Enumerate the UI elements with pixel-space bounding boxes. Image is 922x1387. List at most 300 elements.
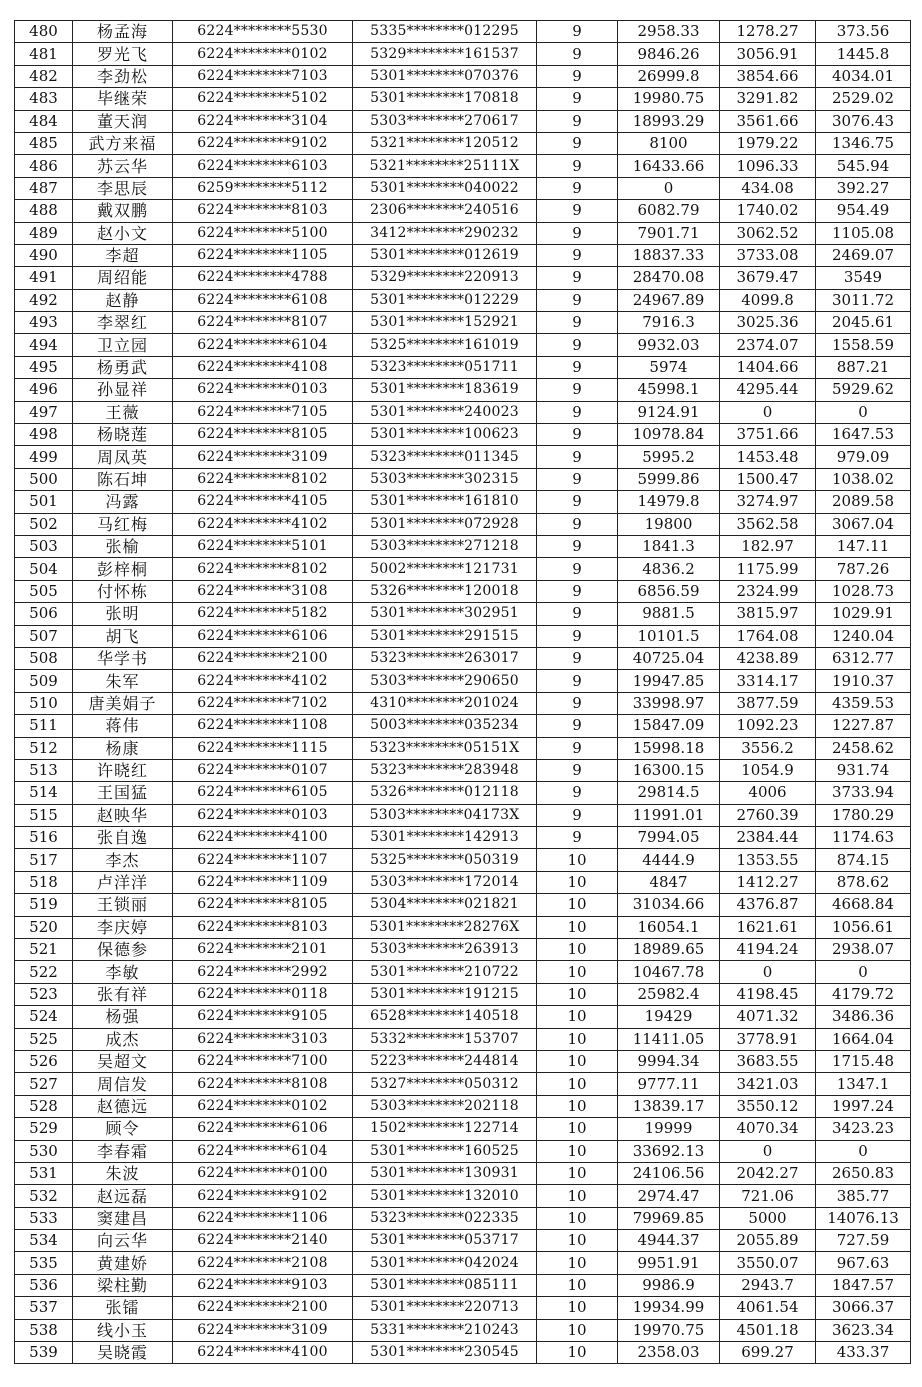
card-number-cell: 6224********8103 xyxy=(173,200,353,222)
id-number-cell: 5301********170818 xyxy=(353,88,537,110)
row-number-cell: 513 xyxy=(15,759,73,781)
amount-cell: 5999.86 xyxy=(618,468,720,490)
card-number-cell: 6224********8103 xyxy=(173,916,353,938)
count-cell: 9 xyxy=(537,558,618,580)
amount-cell: 2938.07 xyxy=(816,939,911,961)
name-cell: 马红梅 xyxy=(73,513,173,535)
row-number-cell: 529 xyxy=(15,1118,73,1140)
amount-cell: 4668.84 xyxy=(816,894,911,916)
amount-cell: 18993.29 xyxy=(618,110,720,132)
table-row xyxy=(15,513,911,535)
row-number-cell: 488 xyxy=(15,200,73,222)
amount-cell: 19800 xyxy=(618,513,720,535)
card-number-cell: 6224********4102 xyxy=(173,513,353,535)
table-row xyxy=(15,1230,911,1252)
amount-cell: 4295.44 xyxy=(720,379,816,401)
table-row xyxy=(15,21,911,43)
amount-cell: 1174.63 xyxy=(816,827,911,849)
amount-cell: 2055.89 xyxy=(720,1230,816,1252)
id-number-cell: 5301********291515 xyxy=(353,625,537,647)
amount-cell: 1278.27 xyxy=(720,21,816,43)
count-cell: 10 xyxy=(537,939,618,961)
amount-cell: 3751.66 xyxy=(720,424,816,446)
card-number-cell: 6224********7102 xyxy=(173,692,353,714)
amount-cell: 3421.03 xyxy=(720,1073,816,1095)
amount-cell: 967.63 xyxy=(816,1252,911,1274)
card-number-cell: 6224********3108 xyxy=(173,580,353,602)
count-cell: 9 xyxy=(537,625,618,647)
id-number-cell: 5003********035234 xyxy=(353,715,537,737)
row-number-cell: 538 xyxy=(15,1319,73,1341)
id-number-cell: 5326********120018 xyxy=(353,580,537,602)
amount-cell: 1096.33 xyxy=(720,155,816,177)
row-number-cell: 527 xyxy=(15,1073,73,1095)
table-row xyxy=(15,1252,911,1274)
amount-cell: 10467.78 xyxy=(618,961,720,983)
amount-cell: 18837.33 xyxy=(618,244,720,266)
amount-cell: 19934.99 xyxy=(618,1297,720,1319)
count-cell: 9 xyxy=(537,647,618,669)
amount-cell: 954.49 xyxy=(816,200,911,222)
amount-cell: 4099.8 xyxy=(720,289,816,311)
row-number-cell: 494 xyxy=(15,334,73,356)
count-cell: 10 xyxy=(537,1274,618,1296)
amount-cell: 7901.71 xyxy=(618,222,720,244)
name-cell: 杨勇武 xyxy=(73,356,173,378)
id-number-cell: 5301********152921 xyxy=(353,312,537,334)
id-number-cell: 5303********302315 xyxy=(353,468,537,490)
count-cell: 9 xyxy=(537,244,618,266)
amount-cell: 1038.02 xyxy=(816,468,911,490)
amount-cell: 3423.23 xyxy=(816,1118,911,1140)
amount-cell: 79969.85 xyxy=(618,1207,720,1229)
amount-cell: 3076.43 xyxy=(816,110,911,132)
count-cell: 9 xyxy=(537,424,618,446)
id-number-cell: 5301********210722 xyxy=(353,961,537,983)
table-row xyxy=(15,692,911,714)
row-number-cell: 516 xyxy=(15,827,73,849)
row-number-cell: 507 xyxy=(15,625,73,647)
row-number-cell: 509 xyxy=(15,670,73,692)
count-cell: 9 xyxy=(537,200,618,222)
count-cell: 10 xyxy=(537,1073,618,1095)
amount-cell: 3486.36 xyxy=(816,1006,911,1028)
id-number-cell: 5303********263913 xyxy=(353,939,537,961)
row-number-cell: 522 xyxy=(15,961,73,983)
card-number-cell: 6224********2100 xyxy=(173,647,353,669)
row-number-cell: 503 xyxy=(15,535,73,557)
amount-cell: 4444.9 xyxy=(618,849,720,871)
count-cell: 10 xyxy=(537,1095,618,1117)
count-cell: 10 xyxy=(537,1118,618,1140)
count-cell: 10 xyxy=(537,1162,618,1184)
count-cell: 9 xyxy=(537,88,618,110)
amount-cell: 1621.61 xyxy=(720,916,816,938)
card-number-cell: 6224********3104 xyxy=(173,110,353,132)
row-number-cell: 496 xyxy=(15,379,73,401)
amount-cell: 3056.91 xyxy=(720,43,816,65)
id-number-cell: 5332********153707 xyxy=(353,1028,537,1050)
card-number-cell: 6224********4102 xyxy=(173,670,353,692)
amount-cell: 787.26 xyxy=(816,558,911,580)
table-row xyxy=(15,759,911,781)
table-row xyxy=(15,1028,911,1050)
amount-cell: 1664.04 xyxy=(816,1028,911,1050)
id-number-cell: 5301********012229 xyxy=(353,289,537,311)
row-number-cell: 498 xyxy=(15,424,73,446)
amount-cell: 2042.27 xyxy=(720,1162,816,1184)
name-cell: 王薇 xyxy=(73,401,173,423)
id-number-cell: 5301********160525 xyxy=(353,1140,537,1162)
name-cell: 付怀栋 xyxy=(73,580,173,602)
row-number-cell: 526 xyxy=(15,1050,73,1072)
amount-cell: 5974 xyxy=(618,356,720,378)
table-row xyxy=(15,1006,911,1028)
amount-cell: 1346.75 xyxy=(816,132,911,154)
amount-cell: 29814.5 xyxy=(618,782,720,804)
name-cell: 李敏 xyxy=(73,961,173,983)
amount-cell: 0 xyxy=(816,961,911,983)
table-row xyxy=(15,1162,911,1184)
card-number-cell: 6224********6104 xyxy=(173,1140,353,1162)
table-row xyxy=(15,804,911,826)
row-number-cell: 518 xyxy=(15,871,73,893)
amount-cell: 3778.91 xyxy=(720,1028,816,1050)
card-number-cell: 6224********3109 xyxy=(173,1319,353,1341)
id-number-cell: 5301********240023 xyxy=(353,401,537,423)
amount-cell: 385.77 xyxy=(816,1185,911,1207)
count-cell: 10 xyxy=(537,1319,618,1341)
count-cell: 10 xyxy=(537,1342,618,1364)
table-row xyxy=(15,647,911,669)
amount-cell: 24106.56 xyxy=(618,1162,720,1184)
card-number-cell: 6224********1106 xyxy=(173,1207,353,1229)
amount-cell: 3025.36 xyxy=(720,312,816,334)
id-number-cell: 5301********070376 xyxy=(353,65,537,87)
row-number-cell: 504 xyxy=(15,558,73,580)
amount-cell: 1647.53 xyxy=(816,424,911,446)
name-cell: 蒋伟 xyxy=(73,715,173,737)
amount-cell: 545.94 xyxy=(816,155,911,177)
name-cell: 李劲松 xyxy=(73,65,173,87)
row-number-cell: 539 xyxy=(15,1342,73,1364)
name-cell: 张榆 xyxy=(73,535,173,557)
amount-cell: 10101.5 xyxy=(618,625,720,647)
amount-cell: 0 xyxy=(720,1140,816,1162)
row-number-cell: 502 xyxy=(15,513,73,535)
id-number-cell: 5301********130931 xyxy=(353,1162,537,1184)
row-number-cell: 500 xyxy=(15,468,73,490)
count-cell: 10 xyxy=(537,1230,618,1252)
name-cell: 冯露 xyxy=(73,491,173,513)
card-number-cell: 6224********2101 xyxy=(173,939,353,961)
table-row xyxy=(15,177,911,199)
card-number-cell: 6224********8108 xyxy=(173,1073,353,1095)
table-row xyxy=(15,132,911,154)
count-cell: 9 xyxy=(537,334,618,356)
table-row xyxy=(15,401,911,423)
amount-cell: 4070.34 xyxy=(720,1118,816,1140)
card-number-cell: 6224********1107 xyxy=(173,849,353,871)
card-number-cell: 6224********7105 xyxy=(173,401,353,423)
amount-cell: 1780.29 xyxy=(816,804,911,826)
amount-cell: 1558.59 xyxy=(816,334,911,356)
amount-cell: 727.59 xyxy=(816,1230,911,1252)
table-row xyxy=(15,580,911,602)
card-number-cell: 6224********6108 xyxy=(173,289,353,311)
amount-cell: 1105.08 xyxy=(816,222,911,244)
card-number-cell: 6224********3109 xyxy=(173,446,353,468)
card-number-cell: 6224********0118 xyxy=(173,983,353,1005)
amount-cell: 1847.57 xyxy=(816,1274,911,1296)
row-number-cell: 480 xyxy=(15,21,73,43)
amount-cell: 4238.89 xyxy=(720,647,816,669)
id-number-cell: 5301********183619 xyxy=(353,379,537,401)
row-number-cell: 482 xyxy=(15,65,73,87)
name-cell: 周信发 xyxy=(73,1073,173,1095)
amount-cell: 4836.2 xyxy=(618,558,720,580)
table-row xyxy=(15,939,911,961)
count-cell: 10 xyxy=(537,1297,618,1319)
table-row xyxy=(15,424,911,446)
count-cell: 9 xyxy=(537,401,618,423)
amount-cell: 1054.9 xyxy=(720,759,816,781)
id-number-cell: 5301********28276X xyxy=(353,916,537,938)
count-cell: 10 xyxy=(537,849,618,871)
amount-cell: 147.11 xyxy=(816,535,911,557)
amount-cell: 1028.73 xyxy=(816,580,911,602)
table-row xyxy=(15,782,911,804)
amount-cell: 18989.65 xyxy=(618,939,720,961)
amount-cell: 3067.04 xyxy=(816,513,911,535)
table-row xyxy=(15,603,911,625)
row-number-cell: 486 xyxy=(15,155,73,177)
amount-cell: 1453.48 xyxy=(720,446,816,468)
count-cell: 10 xyxy=(537,983,618,1005)
name-cell: 陈石坤 xyxy=(73,468,173,490)
card-number-cell: 6224********6104 xyxy=(173,334,353,356)
amount-cell: 0 xyxy=(816,1140,911,1162)
amount-cell: 1092.23 xyxy=(720,715,816,737)
amount-cell: 2358.03 xyxy=(618,1342,720,1364)
amount-cell: 19947.85 xyxy=(618,670,720,692)
row-number-cell: 514 xyxy=(15,782,73,804)
amount-cell: 5929.62 xyxy=(816,379,911,401)
name-cell: 黄建娇 xyxy=(73,1252,173,1274)
row-number-cell: 489 xyxy=(15,222,73,244)
count-cell: 9 xyxy=(537,356,618,378)
name-cell: 成杰 xyxy=(73,1028,173,1050)
amount-cell: 721.06 xyxy=(720,1185,816,1207)
table-row xyxy=(15,379,911,401)
table-row xyxy=(15,670,911,692)
table-row xyxy=(15,88,911,110)
row-number-cell: 512 xyxy=(15,737,73,759)
amount-cell: 6312.77 xyxy=(816,647,911,669)
amount-cell: 6856.59 xyxy=(618,580,720,602)
row-number-cell: 499 xyxy=(15,446,73,468)
amount-cell: 3550.07 xyxy=(720,1252,816,1274)
name-cell: 张镭 xyxy=(73,1297,173,1319)
name-cell: 许晓红 xyxy=(73,759,173,781)
row-number-cell: 481 xyxy=(15,43,73,65)
amount-cell: 24967.89 xyxy=(618,289,720,311)
card-number-cell: 6224********2100 xyxy=(173,1297,353,1319)
amount-cell: 6082.79 xyxy=(618,200,720,222)
amount-cell: 3549 xyxy=(816,267,911,289)
card-number-cell: 6224********0100 xyxy=(173,1162,353,1184)
name-cell: 苏云华 xyxy=(73,155,173,177)
id-number-cell: 5301********191215 xyxy=(353,983,537,1005)
amount-cell: 14979.8 xyxy=(618,491,720,513)
count-cell: 9 xyxy=(537,289,618,311)
card-number-cell: 6224********0102 xyxy=(173,1095,353,1117)
amount-cell: 1175.99 xyxy=(720,558,816,580)
card-number-cell: 6224********8105 xyxy=(173,894,353,916)
name-cell: 赵映华 xyxy=(73,804,173,826)
count-cell: 9 xyxy=(537,21,618,43)
table-body xyxy=(15,21,911,1364)
amount-cell: 878.62 xyxy=(816,871,911,893)
amount-cell: 3550.12 xyxy=(720,1095,816,1117)
id-number-cell: 5301********012619 xyxy=(353,244,537,266)
table-row xyxy=(15,1095,911,1117)
table-row xyxy=(15,894,911,916)
card-number-cell: 6224********4108 xyxy=(173,356,353,378)
id-number-cell: 5223********244814 xyxy=(353,1050,537,1072)
amount-cell: 3854.66 xyxy=(720,65,816,87)
amount-cell: 10978.84 xyxy=(618,424,720,446)
amount-cell: 433.37 xyxy=(816,1342,911,1364)
card-number-cell: 6224********6103 xyxy=(173,155,353,177)
id-number-cell: 5301********042024 xyxy=(353,1252,537,1274)
name-cell: 赵静 xyxy=(73,289,173,311)
amount-cell: 2384.44 xyxy=(720,827,816,849)
amount-cell: 4198.45 xyxy=(720,983,816,1005)
row-number-cell: 534 xyxy=(15,1230,73,1252)
card-number-cell: 6224********2992 xyxy=(173,961,353,983)
table-row xyxy=(15,267,911,289)
amount-cell: 0 xyxy=(816,401,911,423)
amount-cell: 9881.5 xyxy=(618,603,720,625)
count-cell: 9 xyxy=(537,267,618,289)
id-number-cell: 5331********210243 xyxy=(353,1319,537,1341)
amount-cell: 3733.94 xyxy=(816,782,911,804)
row-number-cell: 517 xyxy=(15,849,73,871)
amount-cell: 15847.09 xyxy=(618,715,720,737)
id-number-cell: 5301********230545 xyxy=(353,1342,537,1364)
id-number-cell: 6528********140518 xyxy=(353,1006,537,1028)
name-cell: 李庆婷 xyxy=(73,916,173,938)
amount-cell: 0 xyxy=(618,177,720,199)
amount-cell: 15998.18 xyxy=(618,737,720,759)
card-number-cell: 6224********1115 xyxy=(173,737,353,759)
card-number-cell: 6224********3103 xyxy=(173,1028,353,1050)
id-number-cell: 5304********021821 xyxy=(353,894,537,916)
id-number-cell: 5325********050319 xyxy=(353,849,537,871)
name-cell: 董天润 xyxy=(73,110,173,132)
card-number-cell: 6224********4788 xyxy=(173,267,353,289)
card-number-cell: 6224********9103 xyxy=(173,1274,353,1296)
amount-cell: 1445.8 xyxy=(816,43,911,65)
card-number-cell: 6224********2140 xyxy=(173,1230,353,1252)
id-number-cell: 5301********100623 xyxy=(353,424,537,446)
card-number-cell: 6224********0107 xyxy=(173,759,353,781)
name-cell: 卫立园 xyxy=(73,334,173,356)
amount-cell: 874.15 xyxy=(816,849,911,871)
amount-cell: 1500.47 xyxy=(720,468,816,490)
card-number-cell: 6224********9102 xyxy=(173,132,353,154)
table-row xyxy=(15,1319,911,1341)
id-number-cell: 5303********172014 xyxy=(353,871,537,893)
amount-cell: 182.97 xyxy=(720,535,816,557)
name-cell: 线小玉 xyxy=(73,1319,173,1341)
table-row xyxy=(15,849,911,871)
row-number-cell: 501 xyxy=(15,491,73,513)
name-cell: 武方来福 xyxy=(73,132,173,154)
name-cell: 华学书 xyxy=(73,647,173,669)
name-cell: 卢洋洋 xyxy=(73,871,173,893)
amount-cell: 3062.52 xyxy=(720,222,816,244)
id-number-cell: 5301********072928 xyxy=(353,513,537,535)
card-number-cell: 6224********7103 xyxy=(173,65,353,87)
name-cell: 李超 xyxy=(73,244,173,266)
id-number-cell: 5327********050312 xyxy=(353,1073,537,1095)
count-cell: 9 xyxy=(537,43,618,65)
id-number-cell: 5303********270617 xyxy=(353,110,537,132)
amount-cell: 2374.07 xyxy=(720,334,816,356)
amount-cell: 4006 xyxy=(720,782,816,804)
name-cell: 彭梓桐 xyxy=(73,558,173,580)
amount-cell: 0 xyxy=(720,401,816,423)
amount-cell: 373.56 xyxy=(816,21,911,43)
card-number-cell: 6224********2108 xyxy=(173,1252,353,1274)
amount-cell: 3815.97 xyxy=(720,603,816,625)
count-cell: 9 xyxy=(537,468,618,490)
count-cell: 9 xyxy=(537,222,618,244)
amount-cell: 9124.91 xyxy=(618,401,720,423)
count-cell: 10 xyxy=(537,894,618,916)
row-number-cell: 493 xyxy=(15,312,73,334)
id-number-cell: 5303********271218 xyxy=(353,535,537,557)
id-number-cell: 5329********161537 xyxy=(353,43,537,65)
amount-cell: 14076.13 xyxy=(816,1207,911,1229)
amount-cell: 4501.18 xyxy=(720,1319,816,1341)
card-number-cell: 6259********5112 xyxy=(173,177,353,199)
amount-cell: 3623.34 xyxy=(816,1319,911,1341)
amount-cell: 45998.1 xyxy=(618,379,720,401)
name-cell: 顾令 xyxy=(73,1118,173,1140)
amount-cell: 33692.13 xyxy=(618,1140,720,1162)
amount-cell: 887.21 xyxy=(816,356,911,378)
count-cell: 9 xyxy=(537,535,618,557)
table-row xyxy=(15,983,911,1005)
id-number-cell: 5301********142913 xyxy=(353,827,537,849)
table-row xyxy=(15,491,911,513)
count-cell: 9 xyxy=(537,715,618,737)
count-cell: 9 xyxy=(537,804,618,826)
name-cell: 李思辰 xyxy=(73,177,173,199)
row-number-cell: 533 xyxy=(15,1207,73,1229)
row-number-cell: 524 xyxy=(15,1006,73,1028)
amount-cell: 2529.02 xyxy=(816,88,911,110)
amount-cell: 434.08 xyxy=(720,177,816,199)
card-number-cell: 6224********8107 xyxy=(173,312,353,334)
table-row xyxy=(15,1118,911,1140)
row-number-cell: 491 xyxy=(15,267,73,289)
card-number-cell: 6224********6106 xyxy=(173,1118,353,1140)
amount-cell: 5000 xyxy=(720,1207,816,1229)
